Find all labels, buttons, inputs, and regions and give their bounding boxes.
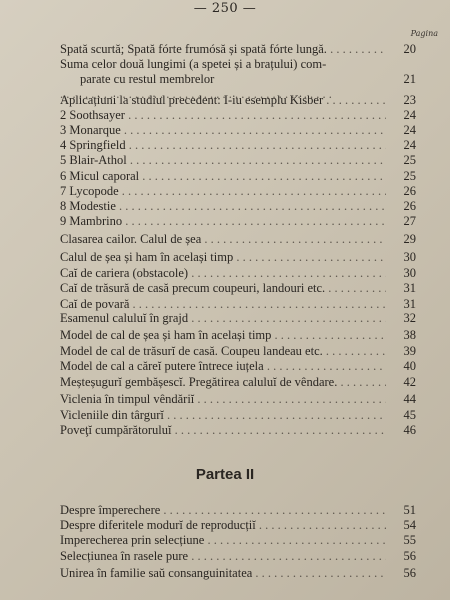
leader-dots bbox=[323, 93, 386, 107]
toc-entry-page: 42 bbox=[403, 375, 416, 389]
toc-entry bbox=[60, 108, 386, 123]
toc-entry-page: 31 bbox=[403, 297, 416, 311]
toc-entry-page: 46 bbox=[403, 423, 416, 437]
leader-dots bbox=[188, 266, 386, 280]
toc-entry-page: 24 bbox=[403, 123, 416, 137]
toc-entry-title: 4 Springfield bbox=[60, 138, 126, 152]
leader-dots bbox=[119, 184, 386, 198]
toc-entry-title: 3 Monarque bbox=[60, 123, 121, 137]
toc-entry-title-continued: parate cu restul membrelor bbox=[80, 72, 215, 86]
toc-entry-page: 25 bbox=[403, 153, 416, 167]
toc-entry-page: 44 bbox=[403, 392, 416, 406]
toc-entry-title: Caĭ de cariera (obstacole) bbox=[60, 266, 189, 280]
toc-entry bbox=[60, 42, 386, 57]
toc-entry bbox=[60, 184, 386, 199]
toc-entry-title: Esamenul caluluĭ în grajd bbox=[60, 311, 189, 325]
toc-entry-page: 26 bbox=[403, 199, 416, 213]
toc-entry-title: Caĭ de povară bbox=[60, 297, 130, 311]
leader-dots bbox=[327, 42, 386, 56]
toc-entry-title: Imperecherea prin selecțiune bbox=[60, 533, 205, 547]
section-title-part-2: Partea II bbox=[195, 466, 255, 483]
toc-entry bbox=[60, 93, 386, 108]
toc-entry-title: 9 Mambrino bbox=[60, 214, 123, 228]
toc-entry bbox=[60, 123, 386, 138]
toc-entry-page: 38 bbox=[403, 328, 416, 342]
leader-dots bbox=[188, 549, 386, 563]
leader-dots bbox=[188, 311, 386, 325]
toc-entry bbox=[60, 328, 386, 343]
leader-dots bbox=[252, 566, 386, 580]
toc-entry bbox=[60, 214, 386, 229]
toc-entry-page: 51 bbox=[403, 503, 416, 517]
toc-entry-title: Model de cal de șea și ham în același timp bbox=[60, 328, 272, 342]
leader-dots bbox=[323, 344, 386, 358]
toc-entry-page: 56 bbox=[403, 549, 416, 563]
toc-entry-title: Model de cal a căreĭ putere întrece iuțela bbox=[60, 359, 264, 373]
leader-dots bbox=[116, 199, 386, 213]
toc-entry-title: Vicleniile din târgurĭ bbox=[60, 408, 164, 422]
toc-entry bbox=[60, 169, 386, 184]
toc-entry bbox=[60, 566, 386, 581]
toc-entry bbox=[60, 549, 386, 564]
leader-dots bbox=[171, 423, 386, 437]
toc-entry-page: 40 bbox=[403, 359, 416, 373]
leader-dots bbox=[129, 297, 386, 311]
toc-entry bbox=[60, 518, 386, 533]
toc-entry-page: 39 bbox=[403, 344, 416, 358]
toc-entry-page: 24 bbox=[403, 138, 416, 152]
leader-dots bbox=[127, 153, 386, 167]
leader-dots bbox=[122, 214, 386, 228]
toc-entry-title: Despre împerechere bbox=[60, 503, 161, 517]
leader-dots bbox=[325, 281, 386, 295]
toc-entry-title: Selecțiunea în rasele pure bbox=[60, 549, 189, 563]
leader-dots bbox=[160, 503, 386, 517]
toc-entry-page: 45 bbox=[403, 408, 416, 422]
toc-entry-title: Suma celor două lungimi (a spetei și a brațului) com- bbox=[60, 57, 327, 71]
toc-entry-page: 24 bbox=[403, 108, 416, 122]
toc-entry bbox=[60, 503, 386, 518]
toc-entry bbox=[60, 250, 386, 265]
toc-entry-page: 30 bbox=[403, 250, 416, 264]
leader-dots bbox=[126, 138, 386, 152]
toc-entry-page: 20 bbox=[403, 42, 416, 56]
toc-entry-title: Caĭ de trăsură de casă precum coupeuri, landouri etc. bbox=[60, 281, 326, 295]
toc-entry-title: Aplicațiuni la studiul precedent: I-iu esemplu Kisber bbox=[60, 93, 324, 107]
toc-entry bbox=[60, 266, 386, 281]
toc-entry bbox=[60, 297, 386, 312]
toc-entry-title: Poveţĭ cumpărătoruluĭ bbox=[60, 423, 172, 437]
leader-dots bbox=[125, 108, 386, 122]
toc-entry-title: Viclenia în timpul vêndăriĭ bbox=[60, 392, 195, 406]
toc-entry bbox=[60, 232, 386, 247]
leader-dots bbox=[264, 359, 386, 373]
toc-entry bbox=[60, 408, 386, 423]
toc-entry-page: 32 bbox=[403, 311, 416, 325]
toc-entry-page: 25 bbox=[403, 169, 416, 183]
toc-entry-page: 56 bbox=[403, 566, 416, 580]
toc-entry-page: 54 bbox=[403, 518, 416, 532]
leader-dots bbox=[256, 518, 386, 532]
toc-entry-title: 7 Lycopode bbox=[60, 184, 119, 198]
toc-entry bbox=[60, 533, 386, 548]
leader-dots bbox=[271, 328, 386, 342]
toc-entry-page: 55 bbox=[403, 533, 416, 547]
leader-dots bbox=[337, 375, 386, 389]
toc-entry-title: Meșteșugurĭ gembășescĭ. Pregătirea caluluĭ de vêndare. bbox=[60, 375, 338, 389]
toc-entry bbox=[60, 375, 386, 390]
leader-dots bbox=[201, 232, 386, 246]
toc-entry-title: Despre diferitele modurĭ de reproducțiĭ bbox=[60, 518, 256, 532]
toc-entry bbox=[60, 153, 386, 168]
toc-entry-title: 8 Modestie bbox=[60, 199, 116, 213]
toc-entry-title: Unirea în familie saŭ consanguinitatea bbox=[60, 566, 253, 580]
leader-dots bbox=[139, 169, 386, 183]
toc-entry-page: 30 bbox=[403, 266, 416, 280]
toc-entry bbox=[60, 281, 386, 296]
toc-entry-title: 2 Soothsayer bbox=[60, 108, 125, 122]
toc-entry-page: 31 bbox=[403, 281, 416, 295]
toc-entry bbox=[60, 344, 386, 359]
toc-entry bbox=[60, 138, 386, 153]
toc-entry bbox=[60, 311, 386, 326]
toc-entry-page: 23 bbox=[403, 93, 416, 107]
leader-dots bbox=[194, 392, 386, 406]
page-number: — 250 — bbox=[193, 1, 257, 16]
toc-entry-title: Calul de șea și ham în același timp bbox=[60, 250, 234, 264]
toc-entry bbox=[60, 199, 386, 214]
toc-entry-title: 5 Blair-Athol bbox=[60, 153, 127, 167]
leader-dots bbox=[233, 250, 386, 264]
leader-dots bbox=[204, 533, 386, 547]
toc-entry bbox=[60, 392, 386, 407]
toc-entry-title: Clasarea cailor. Calul de șea bbox=[60, 232, 202, 246]
toc-entry-page: 26 bbox=[403, 184, 416, 198]
toc-entry-title: Spată scurtă; Spată fórte frumósă și spată fórte lungă. bbox=[60, 42, 327, 56]
leader-dots bbox=[164, 408, 386, 422]
leader-dots bbox=[121, 123, 386, 137]
toc-entry bbox=[60, 423, 386, 438]
toc-entry-page: 21 bbox=[403, 72, 416, 86]
toc-entry-page: 27 bbox=[403, 214, 416, 228]
toc-entry bbox=[60, 359, 386, 374]
toc-entry-title: 6 Micul caporal bbox=[60, 169, 140, 183]
toc-entry-page: 29 bbox=[403, 232, 416, 246]
column-label: Pagina bbox=[410, 29, 438, 38]
toc-entry-title: Model de cal de trăsurĭ de casă. Coupeu landeau etc. bbox=[60, 344, 323, 358]
